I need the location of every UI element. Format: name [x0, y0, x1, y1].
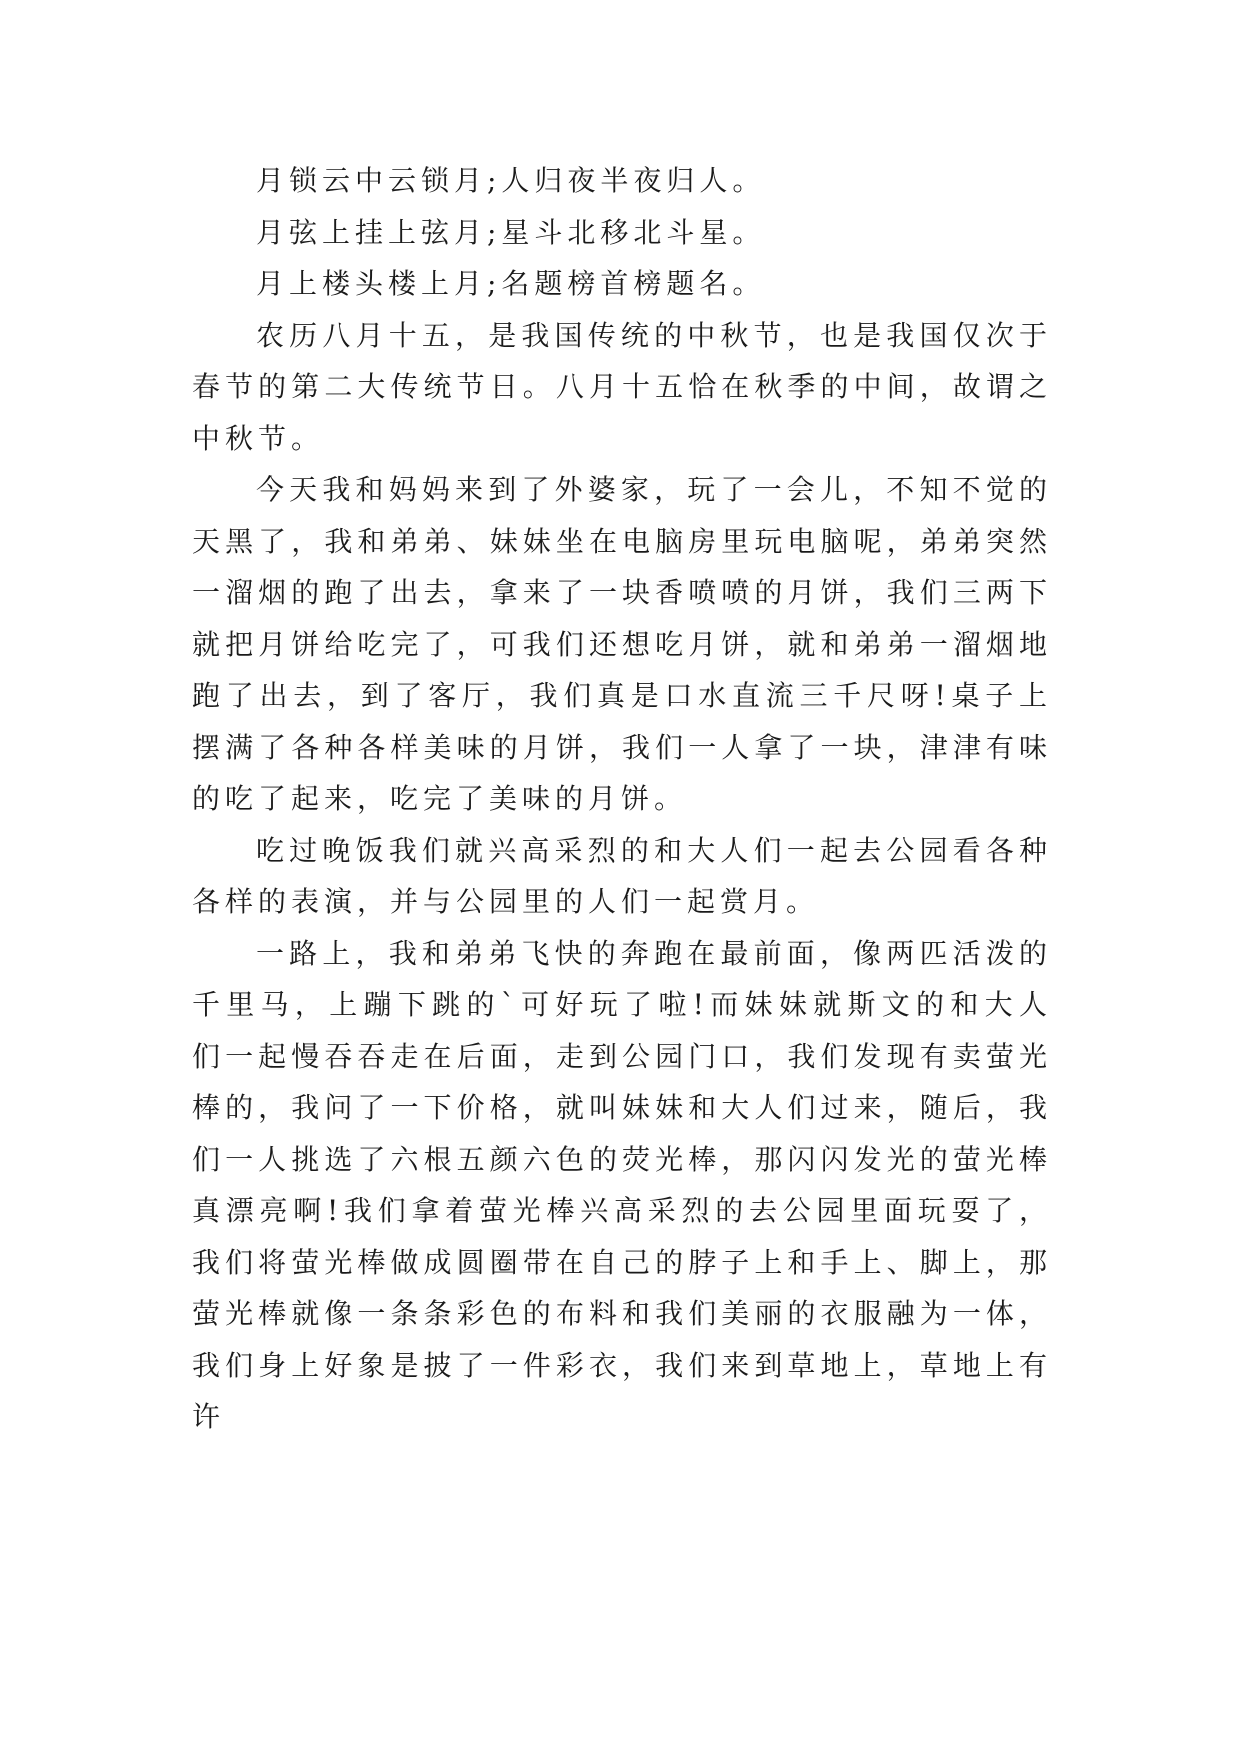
paragraph: 农历八月十五，是我国传统的中秋节，也是我国仅次于春节的第二大传统节日。八月十五恰在秋季的中间，故谓之中秋节。	[192, 318, 1052, 455]
couplet-line: 月上楼头楼上月;名题榜首榜题名。	[256, 267, 766, 300]
document-body	[192, 155, 1052, 1443]
couplet-line: 月锁云中云锁月;人归夜半夜归人。	[256, 164, 766, 197]
couplet-line: 月弦上挂上弦月;星斗北移北斗星。	[256, 215, 766, 249]
paragraph: 吃过晚饭我们就兴高采烈的和大人们一起去公园看各种各样的表演，并与公园里的人们一起赏月。	[192, 833, 1052, 918]
paragraph: 一路上，我和弟弟飞快的奔跑在最前面，像两匹活泼的千里马，上蹦下跳的`可好玩了啦!而妹妹就斯文的和大人们一起慢吞吞走在后面，走到公园门口，我们发现有卖萤光棒的，我问了一下价格，就叫妹妹和大人们过来，随后，我们一人挑选了六根五颜六色的荧光棒，那闪闪发光的萤光棒真漂亮啊!我们拿着萤光棒兴高采烈的去公园里面玩耍了，我们将萤光棒做成圆圈带在自己的脖子上和手上、脚上，那萤光棒就像一条条彩色的布料和我们美丽的衣服融为一体，我们身上好象是披了一件彩衣，我们来到草地上，草地上有许	[192, 936, 1052, 1433]
paragraph: 今天我和妈妈来到了外婆家，玩了一会儿，不知不觉的天黑了，我和弟弟、妹妹坐在电脑房里玩电脑呢，弟弟突然一溜烟的跑了出去，拿来了一块香喷喷的月饼，我们三两下就把月饼给吃完了，可我们还想吃月饼，就和弟弟一溜烟地跑了出去，到了客厅，我们真是口水直流三千尺呀!桌子上摆满了各种各样美味的月饼，我们一人拿了一块，津津有味的吃了起来，吃完了美味的月饼。	[192, 473, 1052, 815]
